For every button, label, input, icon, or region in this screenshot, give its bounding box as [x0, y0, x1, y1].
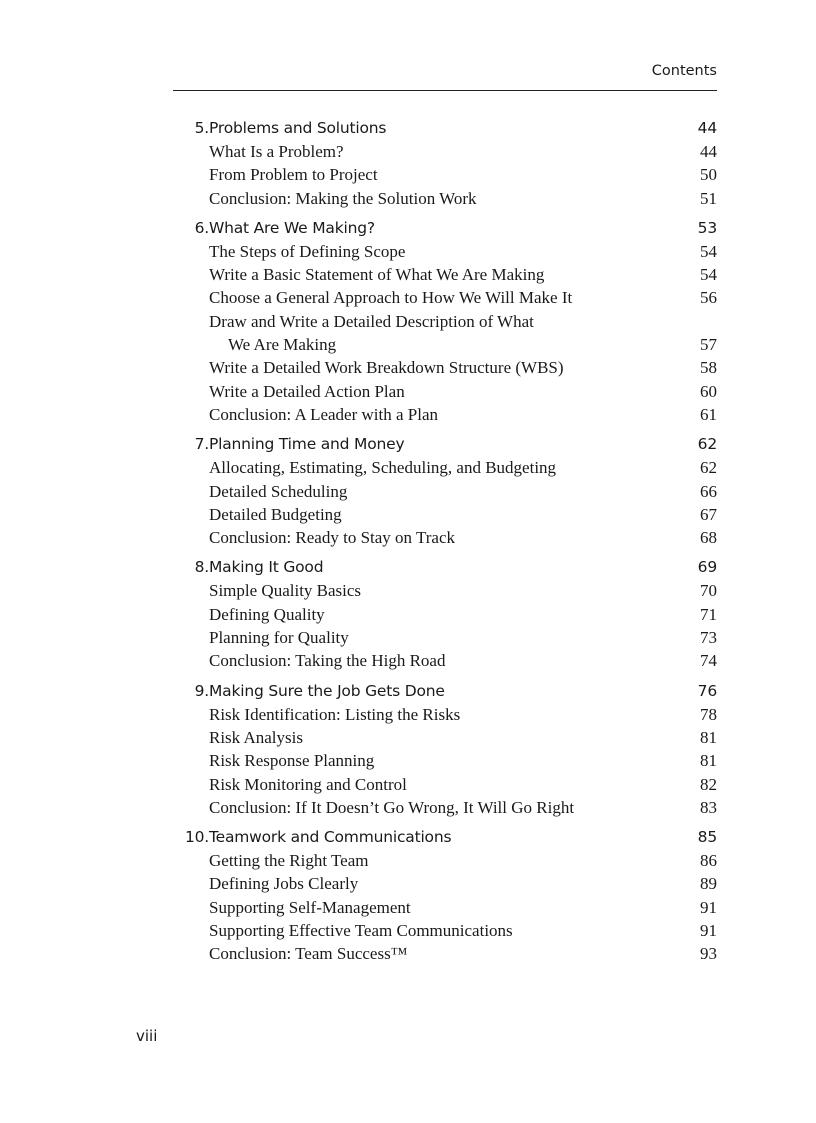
section-title	[209, 849, 677, 872]
section-title-continuation: We Are Making	[228, 335, 337, 355]
section-page-number: 62	[700, 458, 717, 478]
section-title	[209, 356, 677, 379]
section-entry[interactable]	[173, 187, 717, 210]
table-of-contents	[173, 117, 717, 973]
section-title-text: Supporting Self-Management	[209, 897, 411, 917]
section-entry[interactable]	[173, 749, 717, 772]
toc-chapter	[173, 556, 717, 672]
chapter-page-number: 53	[697, 218, 717, 237]
section-title-text: Draw and Write a Detailed Description of What	[209, 311, 534, 331]
section-title	[209, 380, 677, 403]
toc-chapter	[173, 117, 717, 210]
section-title	[209, 403, 677, 426]
chapter-page-number: 85	[697, 828, 717, 847]
section-entry[interactable]	[173, 480, 717, 503]
section-title	[209, 503, 677, 526]
section-title-text: The Steps of Defining Scope	[209, 241, 406, 261]
section-title-text: Planning for Quality	[209, 628, 349, 648]
section-entry[interactable]	[173, 240, 717, 263]
section-page-number: 89	[700, 874, 717, 894]
toc-chapter	[173, 680, 717, 819]
chapter-entry[interactable]	[173, 217, 717, 240]
header-rule	[173, 90, 717, 91]
section-page-number: 54	[700, 241, 717, 261]
section-title-text: Defining Jobs Clearly	[209, 874, 359, 894]
section-page-number: 66	[700, 481, 717, 501]
section-page-number: 93	[700, 944, 717, 964]
section-entry[interactable]	[173, 403, 717, 426]
section-title	[209, 726, 677, 749]
section-title	[209, 796, 677, 819]
chapter-page-number: 44	[697, 119, 717, 137]
section-page-number: 82	[700, 774, 717, 794]
section-entry[interactable]	[173, 503, 717, 526]
section-title	[209, 187, 677, 210]
section-title-text: Detailed Scheduling	[209, 481, 348, 501]
section-entry[interactable]	[173, 163, 717, 186]
section-entry[interactable]	[173, 286, 717, 309]
chapter-entry[interactable]	[173, 433, 717, 456]
chapter-entry[interactable]	[173, 556, 717, 579]
section-title	[209, 703, 677, 726]
section-title	[209, 626, 677, 649]
running-head: Contents	[651, 63, 717, 79]
section-entry[interactable]	[173, 649, 717, 672]
chapter-title: Teamwork and Communications	[209, 828, 452, 847]
section-page-number: 83	[700, 797, 717, 817]
section-title	[209, 480, 677, 503]
section-entry[interactable]	[173, 140, 717, 163]
section-title-text: What Is a Problem?	[209, 142, 344, 161]
section-entry[interactable]	[173, 626, 717, 649]
chapter-entry[interactable]	[173, 826, 717, 849]
section-title	[209, 872, 677, 895]
section-entry[interactable]	[173, 942, 717, 965]
section-title-text: Risk Monitoring and Control	[209, 774, 407, 794]
section-title	[209, 603, 677, 626]
section-title-text: Conclusion: Taking the High Road	[209, 651, 446, 671]
section-title-text: Conclusion: Team Success™	[209, 944, 408, 964]
section-entry[interactable]	[173, 849, 717, 872]
section-entry[interactable]	[173, 919, 717, 942]
section-title	[209, 163, 677, 186]
chapter-number: 6.	[194, 218, 209, 237]
section-title-text: Choose a General Approach to How We Will Make It	[209, 288, 573, 308]
section-page-number: 78	[700, 704, 717, 724]
section-entry[interactable]	[173, 356, 717, 379]
section-page-number: 60	[700, 381, 717, 401]
chapter-number: 5.	[194, 119, 209, 137]
section-entry[interactable]	[173, 380, 717, 403]
section-entry[interactable]	[173, 456, 717, 479]
section-entry[interactable]	[173, 872, 717, 895]
chapter-title: Making Sure the Job Gets Done	[209, 681, 445, 700]
chapter-entry[interactable]	[173, 680, 717, 703]
page-number: viii	[136, 1027, 158, 1045]
section-page-number: 50	[700, 165, 717, 185]
section-entry[interactable]	[173, 310, 717, 357]
section-page-number: 44	[700, 142, 717, 161]
chapter-title: What Are We Making?	[209, 218, 375, 237]
chapter-number: 9.	[194, 681, 209, 700]
chapter-number: 8.	[194, 558, 209, 577]
section-title	[209, 456, 677, 479]
section-page-number: 58	[700, 358, 717, 378]
section-entry[interactable]	[173, 773, 717, 796]
section-page-number: 51	[700, 188, 717, 208]
section-page-number: 91	[700, 921, 717, 941]
section-title-text: Conclusion: Making the Solution Work	[209, 188, 477, 208]
section-page-number: 81	[700, 727, 717, 747]
section-page-number: 71	[700, 604, 717, 624]
section-title-text: Write a Detailed Action Plan	[209, 381, 405, 401]
chapter-number: 7.	[194, 435, 209, 454]
section-page-number: 67	[700, 504, 717, 524]
section-title	[209, 773, 677, 796]
section-title-text: Supporting Effective Team Communications	[209, 921, 513, 941]
chapter-entry[interactable]	[173, 117, 717, 140]
section-page-number: 91	[700, 897, 717, 917]
section-title	[209, 579, 677, 602]
section-title	[209, 263, 677, 286]
section-title	[209, 896, 677, 919]
section-entry[interactable]	[173, 603, 717, 626]
chapter-title: Making It Good	[209, 558, 324, 577]
section-page-number: 68	[700, 528, 717, 548]
section-title	[209, 240, 677, 263]
section-title-text: From Problem to Project	[209, 165, 378, 185]
section-page-number: 61	[700, 404, 717, 424]
section-entry[interactable]	[173, 579, 717, 602]
section-title-text: Risk Response Planning	[209, 751, 375, 771]
section-title-text: Conclusion: Ready to Stay on Track	[209, 528, 456, 548]
section-title-text: Detailed Budgeting	[209, 504, 342, 524]
section-page-number: 86	[700, 851, 717, 871]
section-title-text: Allocating, Estimating, Scheduling, and Budgeting	[209, 458, 557, 478]
section-title	[209, 649, 677, 672]
section-page-number: 73	[700, 628, 717, 648]
section-title	[209, 749, 677, 772]
chapter-page-number: 69	[697, 558, 717, 577]
section-entry[interactable]	[173, 526, 717, 549]
chapter-title: Planning Time and Money	[209, 435, 405, 454]
chapter-title: Problems and Solutions	[209, 119, 387, 137]
section-entry[interactable]	[173, 796, 717, 819]
section-entry[interactable]	[173, 896, 717, 919]
section-entry[interactable]	[173, 726, 717, 749]
toc-chapter	[173, 217, 717, 426]
section-page-number: 57	[700, 335, 717, 355]
section-entry[interactable]	[173, 703, 717, 726]
chapter-page-number: 62	[697, 435, 717, 454]
section-title-text: Risk Analysis	[209, 727, 303, 747]
section-title-text: Getting the Right Team	[209, 851, 369, 871]
section-page-number: 54	[700, 265, 717, 285]
section-title	[209, 526, 677, 549]
section-page-number: 81	[700, 751, 717, 771]
section-title	[209, 310, 677, 357]
toc-chapter	[173, 826, 717, 965]
section-title-text: Defining Quality	[209, 604, 325, 624]
section-title-text: Conclusion: A Leader with a Plan	[209, 404, 438, 424]
chapter-page-number: 76	[697, 681, 717, 700]
section-page-number: 70	[700, 581, 717, 601]
section-title-text: Conclusion: If It Doesn’t Go Wrong, It Will Go Right	[209, 797, 575, 817]
section-entry[interactable]	[173, 263, 717, 286]
section-title	[209, 286, 677, 309]
chapter-number: 10.	[184, 828, 209, 847]
section-page-number: 56	[700, 288, 717, 308]
section-title	[209, 942, 677, 965]
section-title-text: Write a Detailed Work Breakdown Structure (WBS)	[209, 358, 564, 378]
section-title-text: Simple Quality Basics	[209, 581, 362, 601]
section-title-text: Risk Identification: Listing the Risks	[209, 704, 461, 724]
section-page-number: 74	[700, 651, 717, 671]
toc-chapter	[173, 433, 717, 549]
section-title	[209, 919, 677, 942]
section-title-text: Write a Basic Statement of What We Are Making	[209, 265, 545, 285]
section-title	[209, 140, 677, 163]
